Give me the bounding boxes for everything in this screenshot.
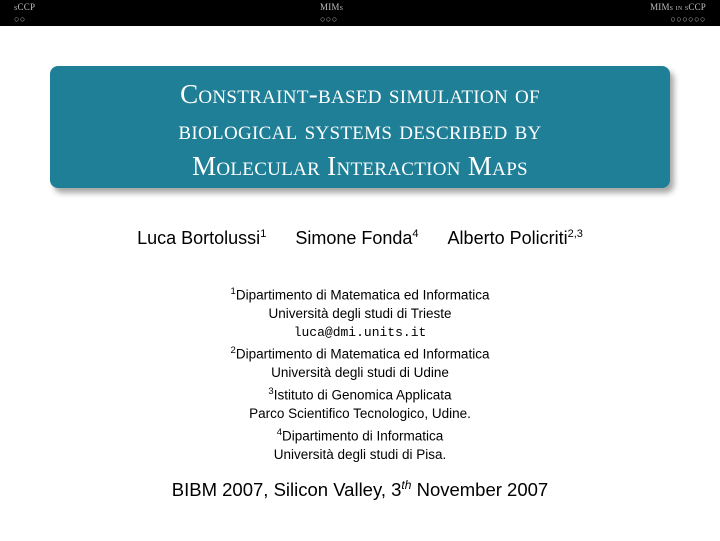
affiliations (0, 283, 720, 464)
affiliation-text: Istituto di Genomica Applicata (273, 387, 452, 403)
author-fonda (295, 228, 418, 249)
title-line-3: Molecular Interaction Maps (192, 151, 528, 181)
contact-email: luca@dmi.units.it (293, 324, 427, 340)
navigation-bar (0, 0, 720, 26)
affiliation-text: Dipartimento di Matematica ed Informatica (235, 346, 490, 362)
affiliation-mark: 4 (276, 426, 282, 438)
event-prefix: BIBM 2007, Silicon Valley, 3 (171, 479, 402, 501)
author-mark: 4 (412, 228, 419, 240)
affiliation-4-univ: Università degli studi di Pisa. (273, 446, 447, 462)
affiliation-3-place: Parco Scientifico Tecnologico, Udine. (249, 406, 471, 422)
nav-section-label[interactable]: MIMs in sCCP (650, 2, 706, 12)
nav-section-label[interactable]: MIMs (320, 2, 344, 12)
author-name: Luca Bortolussi (137, 228, 261, 248)
event-line (0, 478, 720, 501)
nav-section-mims-in-sccp[interactable] (650, 2, 706, 24)
author-mark: 2,3 (567, 228, 583, 240)
nav-section-sccp[interactable] (14, 2, 35, 24)
affiliation-4-dept (0, 424, 720, 446)
affiliation-mark: 3 (268, 385, 274, 397)
author-name: Simone Fonda (295, 228, 413, 248)
author-mark: 1 (260, 228, 267, 240)
affiliation-3-dept (0, 383, 720, 405)
affiliation-2-univ: Università degli studi di Udine (271, 365, 449, 381)
nav-progress-dots[interactable]: ○○ (14, 14, 26, 24)
author-bortolussi (137, 228, 266, 249)
nav-progress-dots[interactable]: ○○○ (320, 14, 338, 24)
affiliation-1-dept (0, 283, 720, 305)
affiliation-text: Dipartimento di Matematica ed Informatica (235, 287, 490, 303)
author-policriti (448, 228, 583, 249)
affiliation-text: Dipartimento di Informatica (281, 428, 444, 444)
event-suffix: November 2007 (411, 479, 549, 501)
title-box (50, 66, 670, 188)
nav-section-mims[interactable] (320, 2, 343, 24)
title-line-1: Constraint-based simulation of (180, 79, 540, 109)
nav-progress-dots[interactable]: ○○○○○○ (670, 14, 706, 24)
affiliation-mark: 2 (230, 345, 236, 357)
affiliation-1-univ: Università degli studi di Trieste (268, 306, 452, 322)
author-name: Alberto Policriti (447, 228, 568, 248)
nav-section-label[interactable]: sCCP (14, 2, 36, 12)
event-ordinal: th (401, 478, 412, 492)
authors-line (0, 228, 720, 249)
affiliation-mark: 1 (230, 286, 236, 297)
affiliation-2-dept (0, 342, 720, 364)
title-line-2: biological systems described by (178, 115, 542, 145)
